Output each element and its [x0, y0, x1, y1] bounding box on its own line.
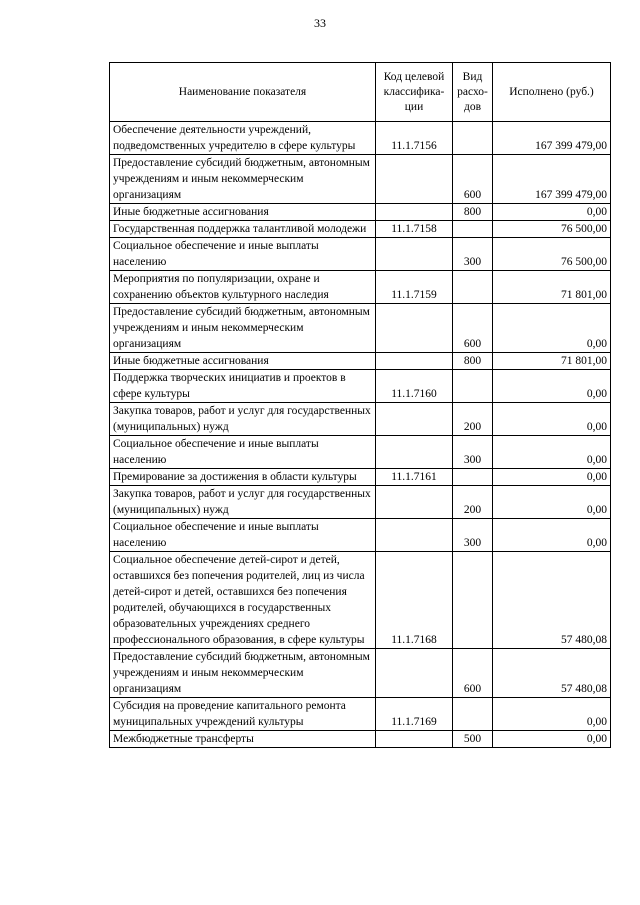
table-row [110, 238, 611, 271]
row-kind: 300 [453, 238, 493, 271]
row-amount: 0,00 [493, 519, 611, 552]
row-name: Иные бюджетные ассигнования [110, 353, 376, 370]
row-kind: 800 [453, 353, 493, 370]
row-name: Социальное обеспечение и иные выплаты населению [110, 436, 376, 469]
row-code: 11.1.7156 [376, 122, 453, 155]
row-code [376, 304, 453, 353]
page-number: 33 [314, 16, 326, 30]
table-row [110, 698, 611, 731]
row-code: 11.1.7169 [376, 698, 453, 731]
row-kind [453, 469, 493, 486]
table-row [110, 271, 611, 304]
table-row [110, 353, 611, 370]
row-code [376, 403, 453, 436]
row-code [376, 731, 453, 748]
row-amount: 71 801,00 [493, 353, 611, 370]
row-amount: 0,00 [493, 698, 611, 731]
row-kind: 800 [453, 204, 493, 221]
row-amount: 57 480,08 [493, 649, 611, 698]
row-code [376, 353, 453, 370]
table-row [110, 731, 611, 748]
row-kind: 600 [453, 155, 493, 204]
row-amount: 76 500,00 [493, 221, 611, 238]
row-kind: 200 [453, 403, 493, 436]
row-kind: 600 [453, 649, 493, 698]
row-name: Закупка товаров, работ и услуг для государственных (муниципальных) нужд [110, 486, 376, 519]
row-code [376, 519, 453, 552]
header-amount: Исполнено (руб.) [493, 63, 611, 122]
row-code: 11.1.7160 [376, 370, 453, 403]
row-amount: 167 399 479,00 [493, 155, 611, 204]
row-kind: 600 [453, 304, 493, 353]
row-name: Мероприятия по популяризации, охране и сохранению объектов культурного наследия [110, 271, 376, 304]
row-amount: 0,00 [493, 469, 611, 486]
row-kind [453, 122, 493, 155]
row-amount: 57 480,08 [493, 552, 611, 649]
table-row [110, 469, 611, 486]
row-name: Предоставление субсидий бюджетным, автономным учреждениям и иным некоммерческим организациям [110, 155, 376, 204]
row-code [376, 649, 453, 698]
row-kind: 300 [453, 519, 493, 552]
row-name: Обеспечение деятельности учреждений, подведомственных учредителю в сфере культуры [110, 122, 376, 155]
row-code: 11.1.7159 [376, 271, 453, 304]
table-row [110, 155, 611, 204]
row-kind [453, 698, 493, 731]
row-name: Социальное обеспечение и иные выплаты населению [110, 519, 376, 552]
row-amount: 0,00 [493, 731, 611, 748]
row-kind: 300 [453, 436, 493, 469]
row-amount: 167 399 479,00 [493, 122, 611, 155]
row-name: Закупка товаров, работ и услуг для государственных (муниципальных) нужд [110, 403, 376, 436]
table-row [110, 519, 611, 552]
table-row [110, 221, 611, 238]
row-name: Субсидия на проведение капитального ремонта муниципальных учреждений культуры [110, 698, 376, 731]
row-kind [453, 370, 493, 403]
table-row [110, 486, 611, 519]
table-row [110, 649, 611, 698]
row-amount: 0,00 [493, 370, 611, 403]
header-code: Код целевой классифика-ции [376, 63, 453, 122]
table-row [110, 436, 611, 469]
row-name: Социальное обеспечение детей-сирот и детей, оставшихся без попечения родителей, лиц из числа детей-сирот и детей, оставшихся без попечения родителей, обучающихся в государственных образовательных учреждениях среднего профессионального образования, в сфере культуры [110, 552, 376, 649]
row-name: Премирование за достижения в области культуры [110, 469, 376, 486]
table-row [110, 403, 611, 436]
row-name: Государственная поддержка талантливой молодежи [110, 221, 376, 238]
row-amount: 0,00 [493, 204, 611, 221]
row-name: Иные бюджетные ассигнования [110, 204, 376, 221]
table-row [110, 370, 611, 403]
table-header-row [110, 63, 611, 122]
header-name: Наименование показателя [110, 63, 376, 122]
row-kind [453, 271, 493, 304]
table-row [110, 204, 611, 221]
row-amount: 76 500,00 [493, 238, 611, 271]
row-code: 11.1.7161 [376, 469, 453, 486]
row-code: 11.1.7168 [376, 552, 453, 649]
row-code [376, 204, 453, 221]
row-kind [453, 552, 493, 649]
row-amount: 0,00 [493, 304, 611, 353]
row-amount: 0,00 [493, 486, 611, 519]
budget-execution-table [109, 62, 611, 748]
table-row [110, 122, 611, 155]
row-code: 11.1.7158 [376, 221, 453, 238]
row-amount: 0,00 [493, 436, 611, 469]
row-amount: 0,00 [493, 403, 611, 436]
row-code [376, 486, 453, 519]
row-kind: 200 [453, 486, 493, 519]
row-name: Предоставление субсидий бюджетным, автономным учреждениям и иным некоммерческим организациям [110, 649, 376, 698]
table-row [110, 552, 611, 649]
row-name: Межбюджетные трансферты [110, 731, 376, 748]
row-name: Поддержка творческих инициатив и проектов в сфере культуры [110, 370, 376, 403]
row-kind: 500 [453, 731, 493, 748]
row-kind [453, 221, 493, 238]
row-name: Предоставление субсидий бюджетным, автономным учреждениям и иным некоммерческим организациям [110, 304, 376, 353]
row-amount: 71 801,00 [493, 271, 611, 304]
row-name: Социальное обеспечение и иные выплаты населению [110, 238, 376, 271]
row-code [376, 436, 453, 469]
table-row [110, 304, 611, 353]
row-code [376, 238, 453, 271]
header-kind: Вид расхо-дов [453, 63, 493, 122]
row-code [376, 155, 453, 204]
